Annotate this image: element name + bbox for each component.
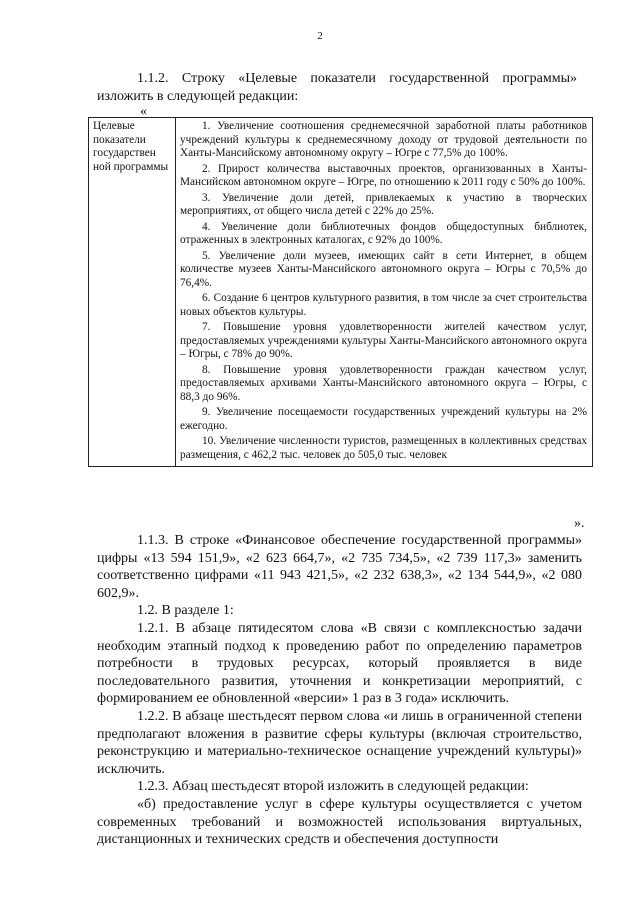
indicator-item: 10. Увеличение численности туристов, размещенных в коллективных средствах размещения, с 462,2 тыс. человек до 505,0 тыс. человек — [180, 435, 587, 461]
indicator-item: 1. Увеличение соотношения среднемесячной заработной платы работников учреждений культуры к среднемесячному доходу от трудовой деятельности по Ханты-Мансийскому автономному округу – Югре с 77,5% до 100%. — [180, 120, 587, 159]
indicator-item: 2. Прирост количества выставочных проектов, организованных в Ханты-Мансийском автономном округе – Югре, по отношению к 2011 году с 50% до 100%. — [180, 162, 587, 188]
table-row — [89, 118, 593, 467]
indicator-item: 9. Увеличение посещаемости государственных учреждений культуры на 2% ежегодно. — [180, 406, 587, 432]
paragraph-1-1-3: 1.1.3. В строке «Финансовое обеспечение государственной программы» цифры «13 594 151,9», «2 623 664,7», «2 735 734,5», «2 739 117,3» заменить соответственно цифрами «11 943 421,5», «2 232 638,3», «2 134 544,9», «2 080 602,9». — [97, 533, 582, 601]
intro-paragraph: 1.1.2. Строку «Целевые показатели государственной программы» изложить в следующей редакции: — [97, 71, 577, 104]
closing-quote: ». — [574, 516, 585, 531]
indicator-item: 6. Создание 6 центров культурного развития, в том числе за счет строительства новых объектов культуры. — [180, 292, 587, 318]
paragraph-1-2-2: 1.2.2. В абзаце шестьдесят первом слова «и лишь в ограниченной степени предполагают вложения в развитие сферы культуры (включая строительство, реконструкцию и материально-техническое оснащение учреждений культуры)» исключить. — [97, 708, 582, 777]
indicator-item: 3. Увеличение доли детей, привлекаемых к участию в творческих мероприятиях, от общего числа детей с 22% до 25%. — [180, 191, 587, 217]
paragraph-1-2-1: 1.2.1. В абзаце пятидесятом слова «В связи с комплексностью задачи необходим этапный подход к проведению работ по определению параметров потребности в трудовых ресурсах, который проявляется в виде последовательного развития, уточнения и конкретизации мероприятий, с формированием ее обновленной «версии» 1 раз в 3 года» исключить. — [97, 620, 582, 707]
opening-quote: « — [140, 104, 147, 119]
indicator-item: 7. Повышение уровня удовлетворенности жителей качеством услуг, предоставляемых учреждениями культуры Ханты-Мансийского автономного округа – Югры, с 78% до 90%. — [180, 321, 587, 360]
page-number: 2 — [317, 30, 323, 42]
indicator-list — [176, 118, 593, 467]
indicator-item: 5. Увеличение доли музеев, имеющих сайт в сети Интернет, в общем количестве музеев Ханты-Мансийского автономного округа – Югры с 70,5% до 76,4%. — [180, 249, 587, 289]
paragraph-quoted-b: «б) предоставление услуг в сфере культуры осуществляется с учетом современных требований и возможностей использования виртуальных, дистанционных и технических средств и обеспечения доступности — [97, 796, 582, 848]
document-body — [97, 532, 582, 849]
indicator-item: 4. Увеличение доли библиотечных фондов общедоступных библиотек, отраженных в электронных каталогах, с 92% до 100%. — [180, 220, 587, 246]
indicator-item: 8. Повышение уровня удовлетворенности граждан качеством услуг, предоставляемых архивами Ханты-Мансийского автономного округа – Югры, с 88,3 до 96%. — [180, 363, 587, 403]
target-indicators-table — [88, 117, 593, 467]
paragraph-1-2: 1.2. В разделе 1: — [137, 603, 234, 619]
row-label: Целевые показатели государствен ной программы — [89, 118, 176, 467]
paragraph-1-2-3: 1.2.3. Абзац шестьдесят второй изложить в следующей редакции: — [137, 779, 529, 795]
